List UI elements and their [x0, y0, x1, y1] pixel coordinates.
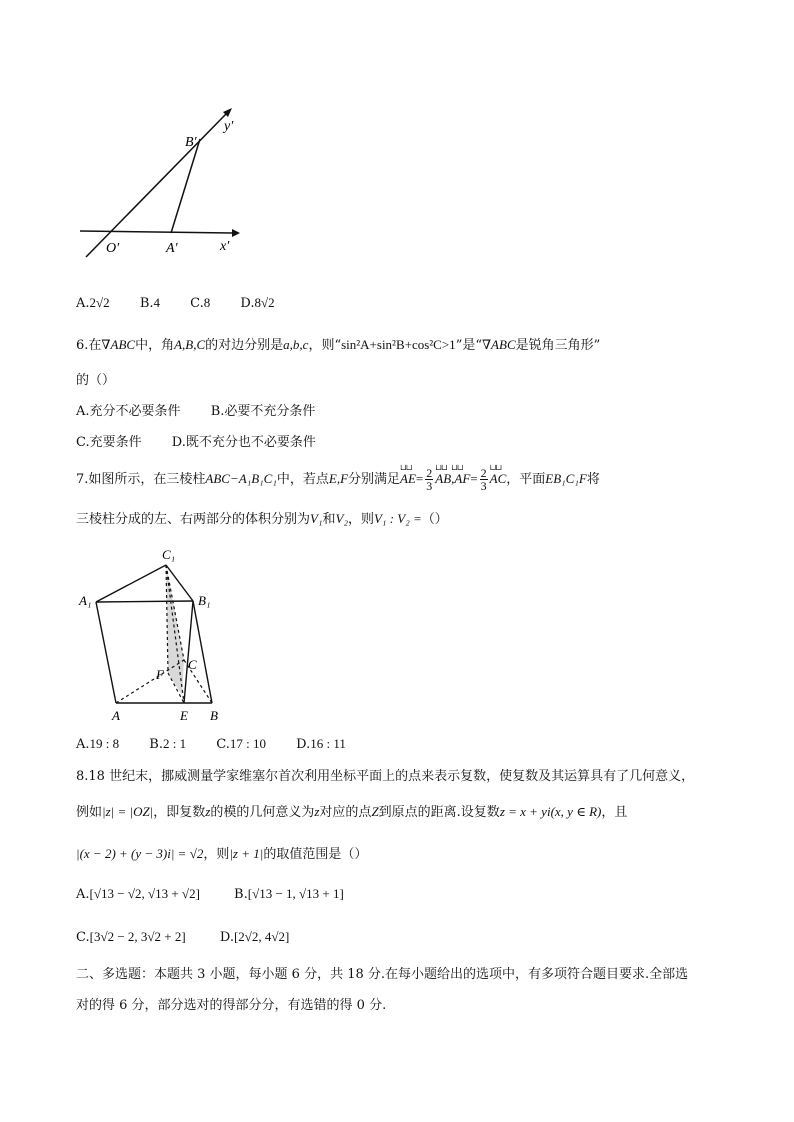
q5-options: [76, 294, 301, 313]
q8-stem-line1: 8.18 世纪末，挪威测量学家维塞尔首次利用坐标平面上的点来表示复数，使复数及其运算具有了几何意义，: [76, 769, 695, 784]
q5-option-a[interactable]: A.2√2: [76, 295, 110, 311]
q7-option-d[interactable]: D.16 : 11: [296, 736, 346, 752]
q5-option-c[interactable]: C.8: [190, 295, 211, 311]
prism-figure: [76, 545, 236, 725]
edge-b1-b: [193, 601, 212, 703]
q7-option-a[interactable]: A.19 : 8: [76, 736, 120, 752]
q6-option-b[interactable]: B.必要不充分条件: [210, 404, 316, 419]
q6-options-row2: [76, 434, 342, 452]
label-b1: B₁: [198, 593, 211, 608]
q6-stem: 6.在∇ABC中，角A,B,C的对边分别是a,b,c，则“sin²A+sin²B+cos²C>1”是“∇ABC是锐角三角形”: [76, 337, 601, 353]
edge-a1-a: [96, 602, 116, 703]
q7-option-c[interactable]: C.17 : 10: [216, 736, 266, 752]
q8-option-d[interactable]: D.[2√2, 4√2]: [219, 929, 290, 945]
q6-stem-line2: 的（）: [76, 373, 116, 388]
q6-option-d[interactable]: D.既不充分也不必要条件: [171, 435, 316, 450]
q7-options: [76, 735, 372, 754]
label-a: A: [112, 708, 120, 723]
x-axis-line: [80, 231, 232, 233]
q8-option-a[interactable]: A.[√13 − √2, √13 + √2]: [76, 886, 200, 902]
label-f: F: [156, 667, 164, 682]
q8-stem-line2: 例如|z| = |OZ|，即复数z的模的几何意义为z对应的点Z到原点的距离.设复数z = x + yi(x, y ∈ R)，且: [76, 804, 628, 820]
oblique-axes-figure: [76, 100, 256, 270]
q8-option-c[interactable]: C.[3√2 − 2, 3√2 + 2]: [76, 929, 186, 945]
label-c: C: [188, 657, 197, 672]
q8-options-row2: [76, 928, 315, 947]
label-c1: C₁: [162, 547, 176, 562]
q6-option-c[interactable]: C.充要条件: [76, 435, 142, 450]
q5-option-b[interactable]: B.4: [139, 295, 160, 311]
label-y-prime: y′: [224, 119, 234, 134]
label-a1: A₁: [79, 593, 92, 608]
edge-a1-b1: [96, 601, 193, 602]
label-e: E: [180, 708, 188, 723]
q6-options-row1: [76, 403, 341, 421]
q7-stem: 7.如图所示，在三棱柱ABC−A₁B₁C₁中，若点E,F分别满足⊔⊔ AE= $\frac{2}{3}$ ⊔⊔ AB⊔⊔ ,AF= $\frac{2}{3}$ ⊔⊔ AC，平面EB₁C₁F将: [76, 465, 600, 494]
section2-heading-line2: 对的得 6 分，部分选对的得部分分，有选错的得 0 分.: [76, 998, 387, 1013]
label-o-prime: O′: [106, 241, 120, 256]
q5-option-d[interactable]: D.8√2: [240, 295, 275, 311]
q8-option-b[interactable]: B.[√13 − 1, √13 + 1]: [234, 886, 344, 902]
section2-heading-line1: 二、多选题：本题共 3 小题，每小题 6 分，共 18 分.在每小题给出的选项中，有多项符合题目要求.全部选: [76, 967, 689, 982]
q6-option-a[interactable]: A.充分不必要条件: [76, 404, 181, 419]
segment-a-b: [171, 139, 200, 233]
label-a-prime: A′: [166, 241, 178, 256]
label-b-prime: B′: [185, 135, 197, 150]
label-b: B: [210, 708, 218, 723]
q8-options-row1: [76, 885, 370, 904]
edge-a1-c1: [96, 565, 166, 602]
q7-stem-line2: 三棱柱分成的左、右两部分的体积分别为V₁和V₂，则V₁ : V₂ =（）: [76, 511, 448, 527]
q7-fraction-1: $\frac{2}{3}$: [426, 466, 433, 493]
edge-b1-e: [184, 601, 193, 703]
y-axis-line: [86, 114, 226, 257]
q7-option-b[interactable]: B.2 : 1: [149, 736, 187, 752]
q8-stem-line3: |(x − 2) + (y − 3)i| = √2，则|z + 1|的取值范围是（）: [76, 846, 368, 862]
label-x-prime: x′: [220, 239, 230, 254]
q7-fraction-2: $\frac{2}{3}$: [480, 466, 487, 493]
x-axis-arrow: [232, 229, 240, 237]
